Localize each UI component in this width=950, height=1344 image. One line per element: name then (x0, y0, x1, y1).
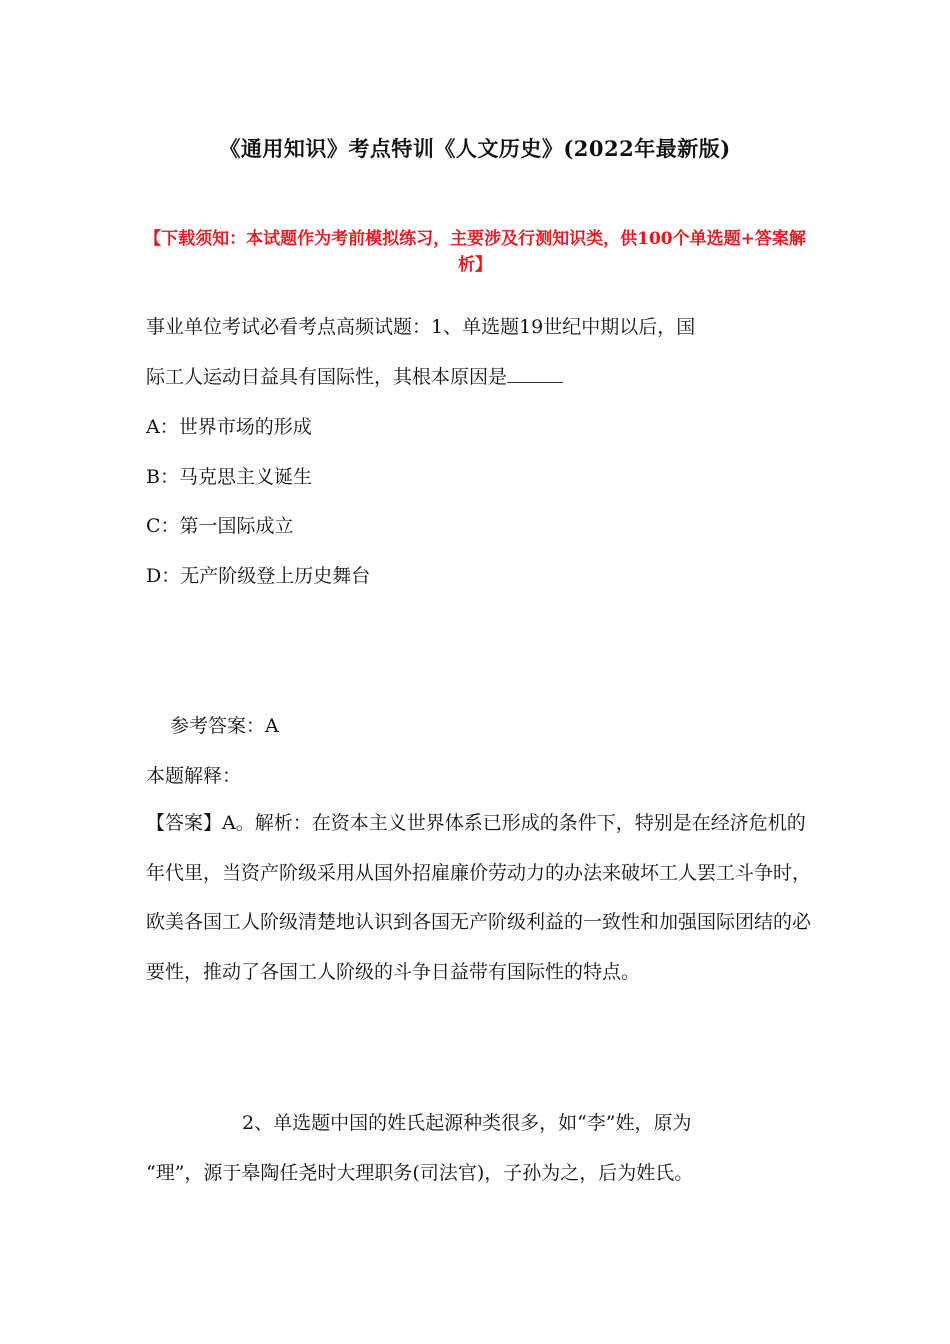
question-1-option-a: A：世界市场的形成 (146, 416, 312, 438)
question-1-stem-line-2 (146, 362, 563, 389)
download-notice: 【下载须知：本试题作为考前模拟练习，主要涉及行测知识类，供100个单选题+答案解析】 (144, 229, 806, 275)
question-2-stem-line-1: 2、单选题中国的姓氏起源种类很多，如“李”姓，原为 (242, 1112, 692, 1134)
answer-blank (507, 381, 563, 383)
question-1-answer: 参考答案：A (170, 715, 279, 737)
question-1-explanation: 【答案】A。解析：在资本主义世界体系已形成的条件下，特别是在经济危机的年代里，当资产阶级采用从国外招雇廉价劳动力的办法来破坏工人罢工斗争时，欧美各国工人阶级清楚地认识到各国无产阶级利益的一致性和加强国际团结的必要性，推动了各国工人阶级的斗争日益带有国际性的特点。 (146, 812, 812, 983)
question-1-stem-text: 际工人运动日益具有国际性，其根本原因是 (146, 366, 508, 388)
question-1-option-d: D：无产阶级登上历史舞台 (146, 565, 371, 587)
question-1-explanation-label: 本题解释： (146, 765, 242, 787)
question-2-stem-line-2: “理”，源于皋陶任尧时大理职务(司法官)，子孙为之，后为姓氏。 (146, 1162, 694, 1184)
document-title: 《通用知识》考点特训《人文历史》(2022年最新版) (219, 136, 731, 161)
question-1-option-b: B：马克思主义诞生 (146, 466, 312, 488)
question-1-option-c: C：第一国际成立 (146, 515, 294, 537)
question-1-stem-line-1: 事业单位考试必看考点高频试题：1、单选题19世纪中期以后，国 (146, 316, 696, 338)
